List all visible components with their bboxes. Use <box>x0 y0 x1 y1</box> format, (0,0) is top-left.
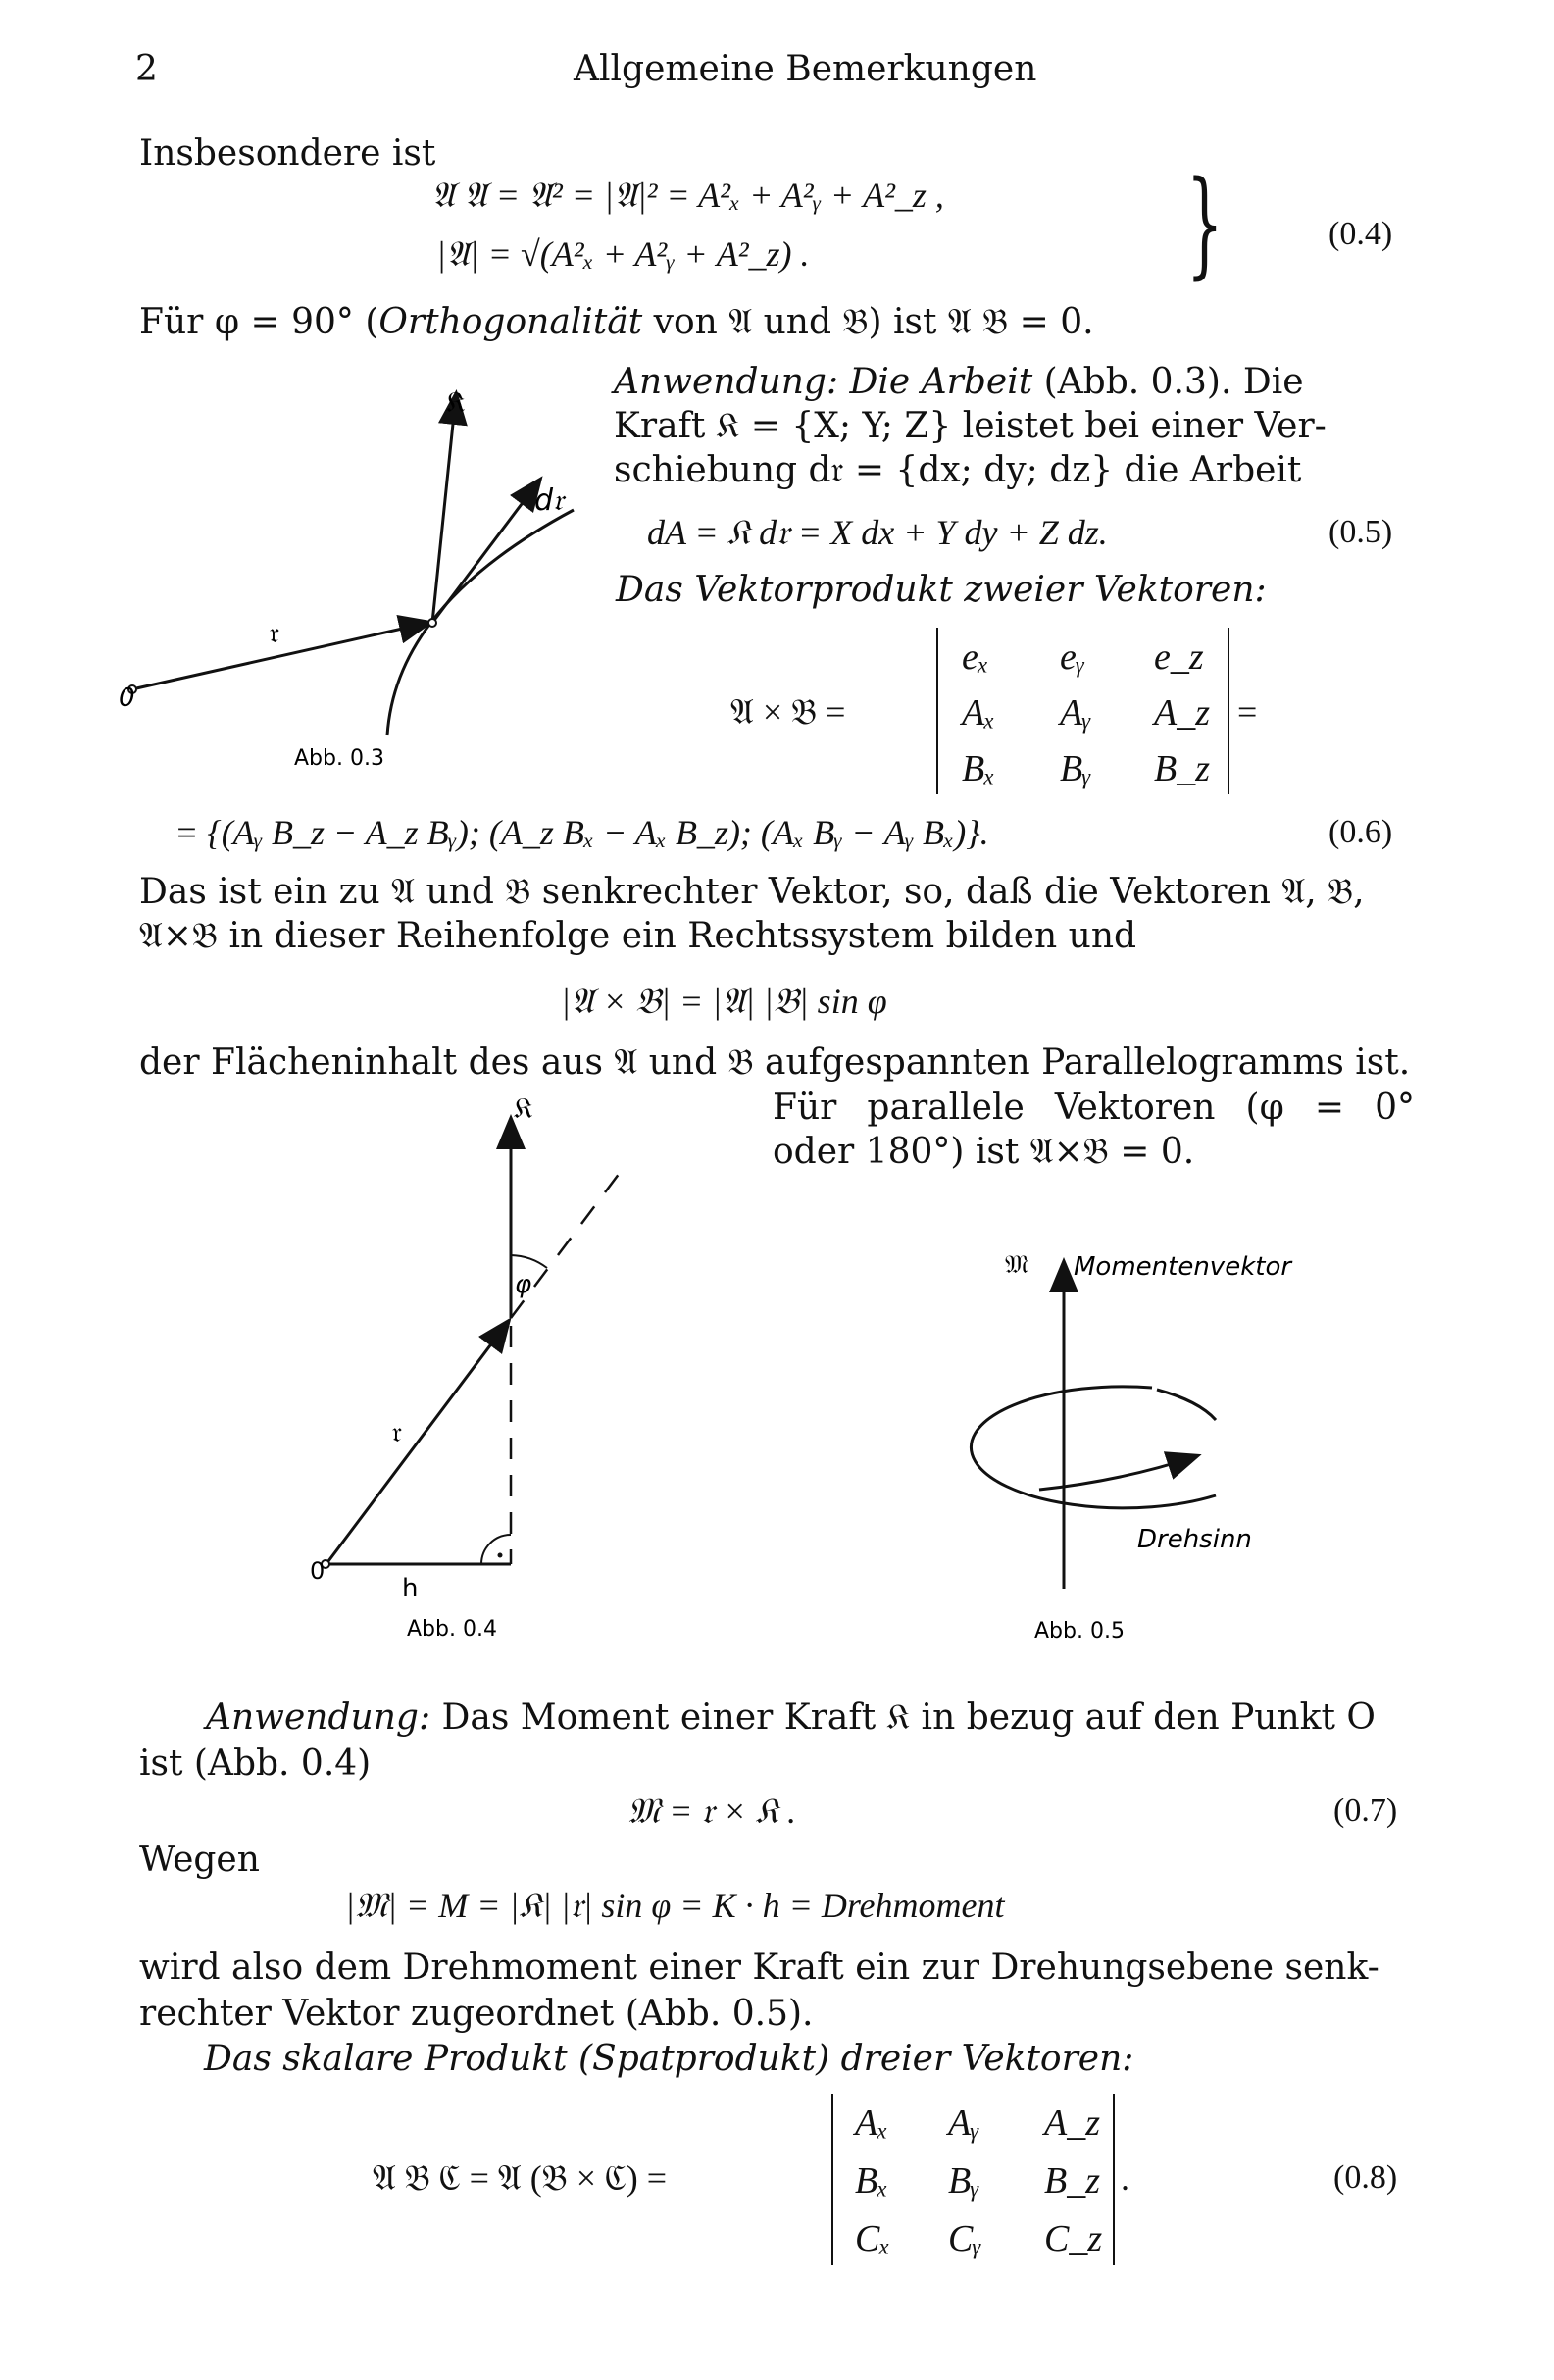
equation-0-4-number: (0.4) <box>1328 216 1393 252</box>
paragraph-moment-line1: Anwendung: Das Moment einer Kraft 𝔎 in bezug auf den Punkt O <box>206 1697 1376 1738</box>
determinant-0-8 <box>831 2094 1115 2265</box>
force-vector <box>432 395 456 623</box>
equation-0-6-number: (0.6) <box>1328 814 1393 850</box>
paragraph-drehmoment-line2: rechter Vektor zugeordnet (Abb. 0.5). <box>139 1994 814 2034</box>
label-origin: 0 <box>310 1557 326 1585</box>
matrix-cell: A_z <box>1154 692 1210 734</box>
equation-0-6-rhs: = <box>1237 692 1258 732</box>
paragraph-insbesondere: Insbesondere ist <box>139 133 436 174</box>
r-vector <box>136 623 428 688</box>
label-drehsinn: Drehsinn <box>1137 1525 1252 1554</box>
matrix-cell: Aᵧ <box>948 2102 979 2144</box>
matrix-cell: Aₓ <box>855 2102 889 2144</box>
page-number: 2 <box>135 49 158 89</box>
matrix-cell: Bₓ <box>962 748 996 789</box>
equation-0-6-line2: = {(Aᵧ B_z − A_z Bᵧ); (A_z Bₓ − Aₓ B_z); (Aₓ Bᵧ − Aᵧ Bₓ)}. <box>175 813 989 852</box>
paragraph-wegen: Wegen <box>139 1840 260 1880</box>
figure-0-4 <box>284 1091 657 1647</box>
equation-0-8-lhs: 𝔄 𝔅 ℭ = 𝔄 (𝔅 × ℭ) = <box>373 2158 668 2198</box>
matrix-cell: eₓ <box>962 636 989 678</box>
phi-angle-icon <box>511 1255 547 1268</box>
heading-spatprodukt: Das skalare Produkt (Spatprodukt) dreier Vektoren: <box>204 2039 1134 2079</box>
label-force: 𝔎 <box>446 385 466 420</box>
matrix-cell: Aᵧ <box>1060 692 1091 734</box>
caption-0-3: Abb. 0.3 <box>294 746 384 771</box>
equation-0-5-number: (0.5) <box>1328 514 1393 550</box>
equation-0-5: dA = 𝔎 d𝔯 = X dx + Y dy + Z dz. <box>647 513 1108 552</box>
paragraph-rechtssystem-line1: Das ist ein zu 𝔄 und 𝔅 senkrechter Vektor, so, daß die Vektoren 𝔄, 𝔅, <box>139 872 1365 912</box>
label-force: 𝔎 <box>514 1091 533 1126</box>
caption-0-5: Abb. 0.5 <box>1034 1619 1125 1644</box>
equation-torque: |𝔐| = M = |𝔎| |𝔯| sin φ = K · h = Drehmoment <box>345 1886 1005 1925</box>
matrix-cell: C_z <box>1044 2218 1103 2259</box>
determinant-0-6 <box>936 628 1229 794</box>
label-origin: 0 <box>119 684 135 713</box>
heading-vektorprodukt: Das Vektorprodukt zweier Vektoren: <box>616 570 1267 610</box>
label-r: 𝔯 <box>392 1416 402 1448</box>
matrix-cell: Bᵧ <box>948 2160 979 2202</box>
equation-0-8-rhs: . <box>1121 2158 1129 2198</box>
matrix-cell: Cᵧ <box>948 2218 982 2259</box>
point-icon <box>428 619 436 627</box>
label-m: 𝔐 <box>1005 1250 1028 1280</box>
paragraph-rechtssystem-line2: 𝔄×𝔅 in dieser Reihenfolge ein Rechtssystem bilden und <box>139 916 1137 956</box>
paragraph-arbeit-line3: schiebung d𝔯 = {dx; dy; dz} die Arbeit <box>614 450 1302 490</box>
paragraph-orthogonal: Für φ = 90° (Orthogonalität von 𝔄 und 𝔅) ist 𝔄 𝔅 = 0. <box>139 302 1094 342</box>
paragraph-drehmoment-line1: wird also dem Drehmoment einer Kraft ein zur Drehungsebene senk- <box>139 1948 1379 1988</box>
paragraph-arbeit-line2: Kraft 𝔎 = {X; Y; Z} leistet bei einer Ver- <box>614 406 1327 446</box>
paragraph-arbeit-line1: Anwendung: Die Arbeit (Abb. 0.3). Die <box>614 362 1304 402</box>
label-momentenvektor: Momentenvektor <box>1074 1252 1292 1282</box>
paragraph-parallel-line1: Für parallele Vektoren (φ = 0° <box>773 1088 1415 1128</box>
label-h: h <box>402 1574 419 1603</box>
matrix-cell: B_z <box>1044 2160 1100 2202</box>
label-dr: d𝔯 <box>534 483 564 518</box>
matrix-cell: A_z <box>1044 2102 1100 2144</box>
rotation-ellipse <box>971 1387 1216 1508</box>
paragraph-parallel-line2: oder 180°) ist 𝔄×𝔅 = 0. <box>773 1132 1195 1172</box>
path-curve <box>387 510 574 735</box>
equation-0-7-number: (0.7) <box>1333 1793 1398 1829</box>
equation-0-4-line2: |𝔄| = √(A²ₓ + A²ᵧ + A²_z) . <box>436 234 810 274</box>
matrix-cell: B_z <box>1154 748 1210 789</box>
rotation-ellipse-top <box>1157 1390 1216 1420</box>
matrix-cell: Cₓ <box>855 2218 891 2259</box>
matrix-cell: Bₓ <box>855 2160 889 2202</box>
equation-0-8-number: (0.8) <box>1333 2159 1398 2196</box>
right-angle-icon <box>481 1535 511 1564</box>
paragraph-moment-line2: ist (Abb. 0.4) <box>139 1744 372 1784</box>
brace-icon: } <box>1186 155 1224 290</box>
label-r: 𝔯 <box>270 617 279 649</box>
r-vector <box>328 1322 508 1561</box>
figure-0-5 <box>887 1236 1368 1647</box>
matrix-cell: Bᵧ <box>1060 748 1091 789</box>
paragraph-flaecheninhalt: der Flächeninhalt des aus 𝔄 und 𝔅 aufgespannten Parallelogramms ist. <box>139 1042 1411 1083</box>
equation-0-6-lhs: 𝔄 × 𝔅 = <box>730 692 846 732</box>
matrix-cell: eᵧ <box>1060 636 1085 678</box>
matrix-cell: e_z <box>1154 636 1204 678</box>
equation-0-4-line1: 𝔄 𝔄 = 𝔄² = |𝔄|² = A²ₓ + A²ᵧ + A²_z , <box>431 176 944 215</box>
running-title: Allgemeine Bemerkungen <box>574 49 1037 89</box>
label-phi: φ <box>515 1270 532 1299</box>
equation-cross-magnitude: |𝔄 × 𝔅| = |𝔄| |𝔅| sin φ <box>561 982 887 1021</box>
right-angle-dot-icon <box>498 1553 503 1558</box>
figure-0-3 <box>119 378 593 799</box>
matrix-cell: Aₓ <box>962 692 996 734</box>
caption-0-4: Abb. 0.4 <box>407 1617 497 1642</box>
equation-0-7: 𝔐 = 𝔯 × 𝔎 . <box>627 1792 796 1831</box>
